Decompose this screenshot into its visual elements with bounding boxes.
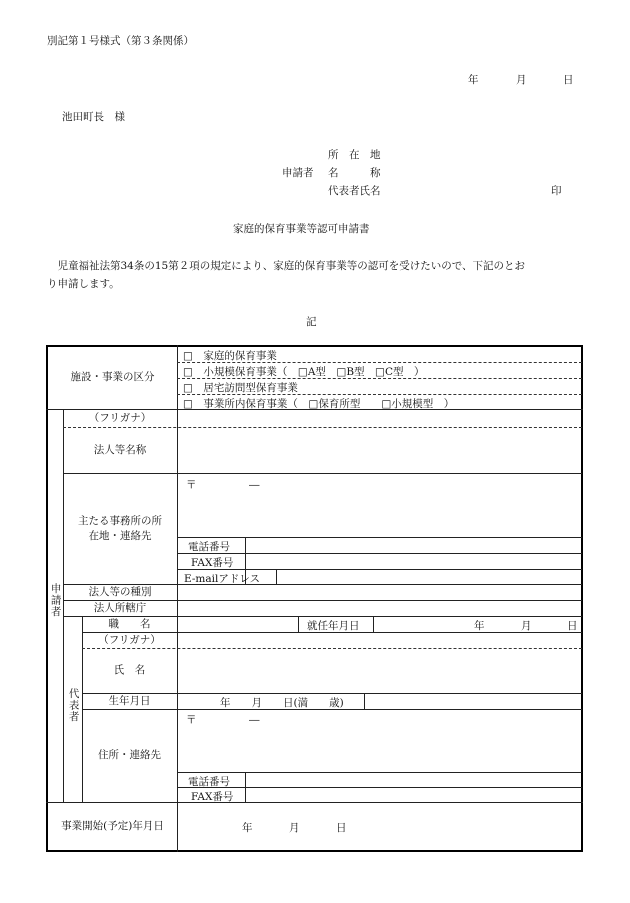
office-postal: 〒 ― — [186, 479, 260, 491]
date-month: 月 — [516, 74, 527, 86]
rep-phone-label: 電話番号 — [188, 776, 230, 788]
rep-postal: 〒 ― — [186, 714, 260, 726]
office-email-label: E-mailアドレス — [184, 573, 261, 585]
appointed-year: 年 — [474, 620, 485, 632]
rep-furigana-label: （フリガナ） — [98, 633, 161, 646]
addressee: 池田町長 様 — [62, 111, 125, 123]
office-label-line2: 在地・連絡先 — [88, 530, 152, 542]
rep-name-label: 氏 名 — [113, 664, 146, 677]
document-title: 家庭的保育事業等認可申請書 — [233, 223, 370, 235]
body-line-1: 児童福祉法第34条の15第２項の規定により、家庭的保育事業等の認可を受けたいので、下記のとお — [47, 260, 526, 272]
date-day: 日 — [563, 74, 574, 86]
office-label — [63, 474, 177, 584]
corp-name-label: 法人等名称 — [93, 443, 147, 456]
appointed-day: 日 — [567, 620, 578, 632]
appointed-month: 月 — [521, 620, 532, 632]
applicant-side-label: 申請者 — [49, 582, 62, 618]
office-phone-label: 電話番号 — [188, 541, 230, 553]
option-home-visit[interactable]: □ 居宅訪問型保育事業 — [183, 382, 298, 394]
representative-side-label: 代表者 — [67, 687, 80, 723]
body-line-2: り申請します。 — [47, 278, 120, 290]
corp-type-label: 法人等の種別 — [88, 585, 152, 598]
option-small-scale[interactable]: □ 小規模保育事業（ □A型 □B型 □C型 ） — [183, 366, 425, 378]
option-workplace[interactable]: □ 事業所内保育事業（ □保育所型 □小規模型 ） — [183, 398, 455, 410]
office-label-line1: 主たる事務所の所 — [78, 514, 162, 527]
form-label: 別記第１号様式（第３条関係） — [47, 35, 194, 47]
applicant-location-label: 所 在 地 — [328, 149, 381, 161]
start-year: 年 — [242, 822, 253, 834]
representative-name-label: 代表者氏名 — [328, 185, 381, 197]
birth-value: 年 月 日(満 歳) — [220, 697, 344, 709]
date-year: 年 — [468, 74, 479, 86]
seal-label: 印 — [551, 185, 562, 197]
applicant-label: 申請者 — [282, 167, 314, 179]
agency-label: 法人所轄庁 — [93, 601, 147, 614]
start-day: 日 — [336, 822, 347, 834]
corp-furigana-label: （フリガナ） — [88, 411, 152, 424]
applicant-name-label: 名 称 — [328, 167, 381, 179]
start-month: 月 — [289, 822, 300, 834]
rep-title-label: 職 名 — [108, 617, 151, 630]
option-family-childcare[interactable]: □ 家庭的保育事業 — [183, 350, 277, 362]
rep-fax-label: FAX番号 — [191, 791, 234, 803]
rep-address-label: 住所・連絡先 — [98, 749, 161, 762]
office-fax-label: FAX番号 — [191, 557, 234, 569]
start-date-label: 事業開始(予定)年月日 — [61, 819, 164, 832]
appointed-date-label: 就任年月日 — [307, 620, 360, 632]
birth-label: 生年月日 — [108, 694, 151, 707]
ki-label: 記 — [306, 316, 317, 328]
category-label: 施設・事業の区分 — [70, 371, 155, 384]
